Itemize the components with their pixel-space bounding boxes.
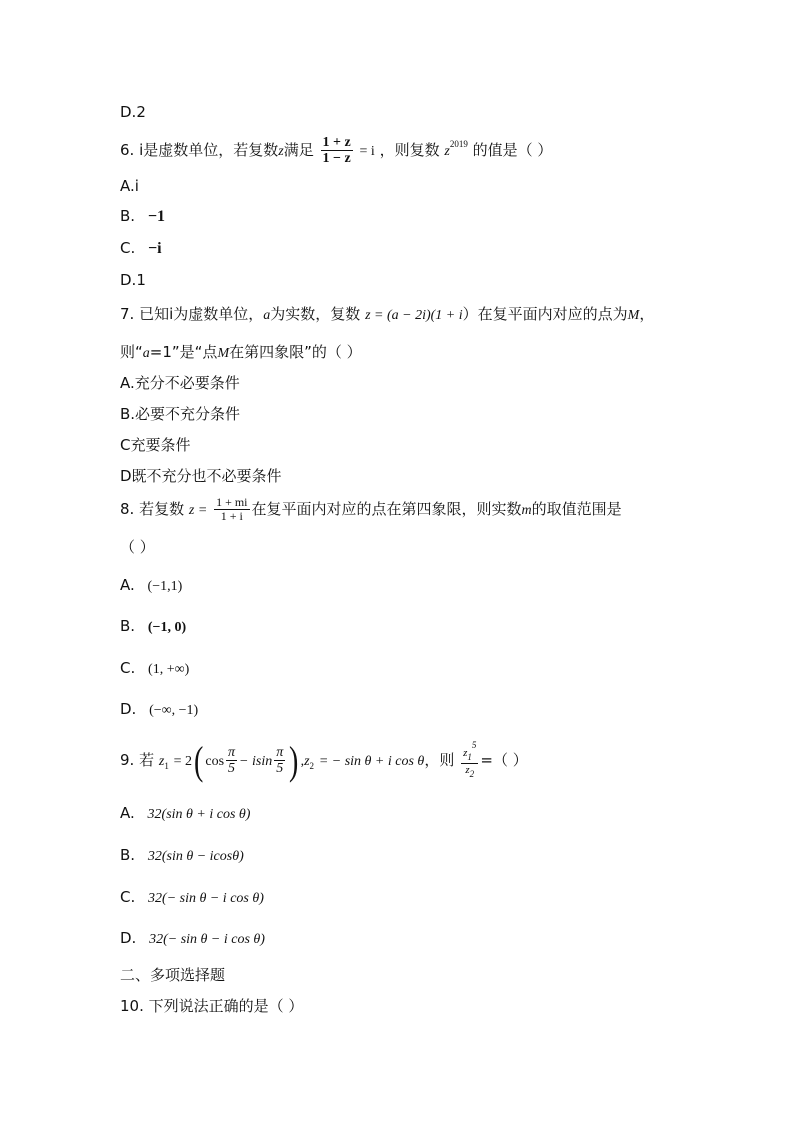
q6-option-c xyxy=(120,238,162,259)
q9-option-a xyxy=(120,803,250,825)
q9-eq-2: = 2 xyxy=(173,754,193,769)
q6-var-z: z xyxy=(278,144,284,159)
q9-z1-sub: 1 xyxy=(164,761,169,771)
q9-option-d xyxy=(120,928,265,950)
q8-stem-line2: （ ） xyxy=(120,538,155,556)
q6-equals-i: = i xyxy=(359,144,375,159)
q6-option-b-label: B. xyxy=(120,207,136,225)
section-title-multiple-choice: 二、多项选择题 xyxy=(120,966,226,984)
q8-option-c-label: C. xyxy=(120,659,136,677)
q8-var-m: m xyxy=(521,503,532,519)
q7-stem-line2 xyxy=(120,342,362,364)
q10-text: 下列说法正确的是（ ） xyxy=(148,997,304,1015)
q6-text-c: ，则复数 xyxy=(379,141,440,159)
q7-expression: z = (a − 2i)(1 + i xyxy=(365,308,463,323)
q9-option-d-value: 32(− sin θ − i cos θ) xyxy=(149,932,265,947)
q7-text-c: ）在复平面内对应的点为 xyxy=(462,305,628,323)
q9-text-b: ，则 xyxy=(424,751,455,769)
q10-number: 10. xyxy=(120,997,144,1015)
q9-number: 9. xyxy=(120,751,135,769)
q9-ratio-den-sub: 2 xyxy=(469,769,475,779)
q8-option-b xyxy=(120,616,186,638)
q9-pi-over-5-b xyxy=(274,745,285,777)
q9-ratio-num-sub: 1 xyxy=(467,752,472,763)
q7-var-a: a xyxy=(263,308,271,323)
q8-frac-numerator: 1 + mi xyxy=(216,495,248,509)
q8-option-d-value: (−∞, −1) xyxy=(149,703,199,718)
q9-option-b xyxy=(120,845,244,867)
q9-z1: z xyxy=(158,754,165,769)
q5-option-d: D.2 xyxy=(120,103,146,121)
q9-ratio-num-exp: 5 xyxy=(471,740,477,751)
q9-five-b: 5 xyxy=(276,761,284,776)
q7-stem-line1 xyxy=(120,304,654,326)
q6-z-power-base: z xyxy=(444,144,450,159)
q8-option-b-value: (−1, 0) xyxy=(147,620,187,635)
q8-option-c-value: (1, +∞) xyxy=(148,662,190,677)
q8-option-a-value: (−1,1) xyxy=(147,579,183,594)
q6-option-d: D.1 xyxy=(120,271,146,289)
q8-fraction xyxy=(214,496,249,523)
q7-text-b: 为实数，复数 xyxy=(270,305,361,323)
q10-stem xyxy=(120,996,303,1016)
q9-option-c-value: 32(− sin θ − i cos θ) xyxy=(148,891,264,906)
q7-var-M: M xyxy=(627,308,640,323)
q9-option-d-label: D. xyxy=(120,929,137,947)
q9-left-paren: ( xyxy=(194,737,204,783)
q9-z2-value: = − sin θ + i cos θ xyxy=(318,754,425,769)
q7-line2-c: 在第四象限”的（ ） xyxy=(229,343,362,361)
q9-comma: , xyxy=(300,754,305,769)
q7-line2-a: 则“ xyxy=(120,343,143,361)
q6-stem xyxy=(120,134,552,166)
q7-option-a: A.充分不必要条件 xyxy=(120,374,240,392)
q7-text-a: 已知i为虚数单位， xyxy=(139,305,264,323)
q9-minus-isin: − isin xyxy=(239,754,273,769)
q8-z-equals: z = xyxy=(188,503,208,519)
q9-option-a-label: A. xyxy=(120,804,135,822)
q6-number: 6. xyxy=(120,141,135,159)
q8-option-d-label: D. xyxy=(120,700,137,718)
q8-stem-line1 xyxy=(120,496,622,523)
q6-option-c-label: C. xyxy=(120,239,136,257)
q6-option-a: A.i xyxy=(120,177,139,195)
q7-line2-b: =1”是“点 xyxy=(149,343,218,361)
q6-option-b xyxy=(120,206,165,227)
q6-fraction xyxy=(321,135,353,167)
q8-option-a xyxy=(120,575,182,597)
q6-frac-denominator: 1 − z xyxy=(322,151,351,166)
q9-z2-sub: 2 xyxy=(309,761,315,771)
q9-cos: cos xyxy=(205,754,225,769)
q9-right-paren: ) xyxy=(289,737,299,783)
q8-text-b: 在复平面内对应的点在第四象限，则实数 xyxy=(251,500,522,519)
q9-option-b-label: B. xyxy=(120,846,136,864)
q6-z-power-exp: 2019 xyxy=(449,139,468,149)
q8-option-c xyxy=(120,658,189,680)
q9-ratio-den-base: z xyxy=(465,764,470,776)
q8-number: 8. xyxy=(120,500,135,519)
q9-option-a-value: 32(sin θ + i cos θ) xyxy=(147,807,251,822)
q8-text-c: 的取值范围是 xyxy=(531,500,622,519)
q7-option-c: C充要条件 xyxy=(120,436,191,454)
q9-pi-over-5-a xyxy=(226,745,237,777)
q8-text-a: 若复数 xyxy=(139,500,185,519)
q9-ratio-denominator xyxy=(461,764,478,780)
q9-pi-b: π xyxy=(276,744,284,760)
q9-option-b-value: 32(sin θ − icosθ) xyxy=(147,849,244,864)
q9-text-a: 若 xyxy=(139,751,155,769)
q9-z2: z xyxy=(304,754,310,769)
q9-ratio-numerator xyxy=(461,741,478,764)
q6-option-c-value: −i xyxy=(148,240,162,257)
q6-option-b-value: −1 xyxy=(147,208,165,225)
q9-text-c: =（ ） xyxy=(480,751,528,769)
q8-frac-denominator: 1 + i xyxy=(220,509,243,524)
q7-line2-var-a: a xyxy=(142,346,150,361)
q8-option-b-label: B. xyxy=(120,617,136,635)
q9-five-a: 5 xyxy=(228,761,236,776)
q9-pi-a: π xyxy=(228,744,236,760)
q6-text-b: 满足 xyxy=(283,141,314,159)
q6-text-a: i是虚数单位，若复数 xyxy=(139,141,279,159)
q6-text-d: 的值是（ ） xyxy=(472,141,553,159)
q7-option-d: D既不充分也不必要条件 xyxy=(120,467,282,485)
q7-text-d: ， xyxy=(639,305,655,323)
q7-number: 7. xyxy=(120,305,135,323)
q8-option-d xyxy=(120,699,198,721)
q9-ratio xyxy=(461,741,478,780)
q9-ratio-num-base: z xyxy=(463,747,468,760)
q6-frac-numerator: 1 + z xyxy=(322,134,351,150)
q9-option-c xyxy=(120,887,264,909)
q8-option-a-label: A. xyxy=(120,576,135,594)
q9-stem xyxy=(120,737,528,786)
q7-line2-var-M: M xyxy=(217,346,230,361)
q9-option-c-label: C. xyxy=(120,888,136,906)
q7-option-b: B.必要不充分条件 xyxy=(120,405,241,423)
